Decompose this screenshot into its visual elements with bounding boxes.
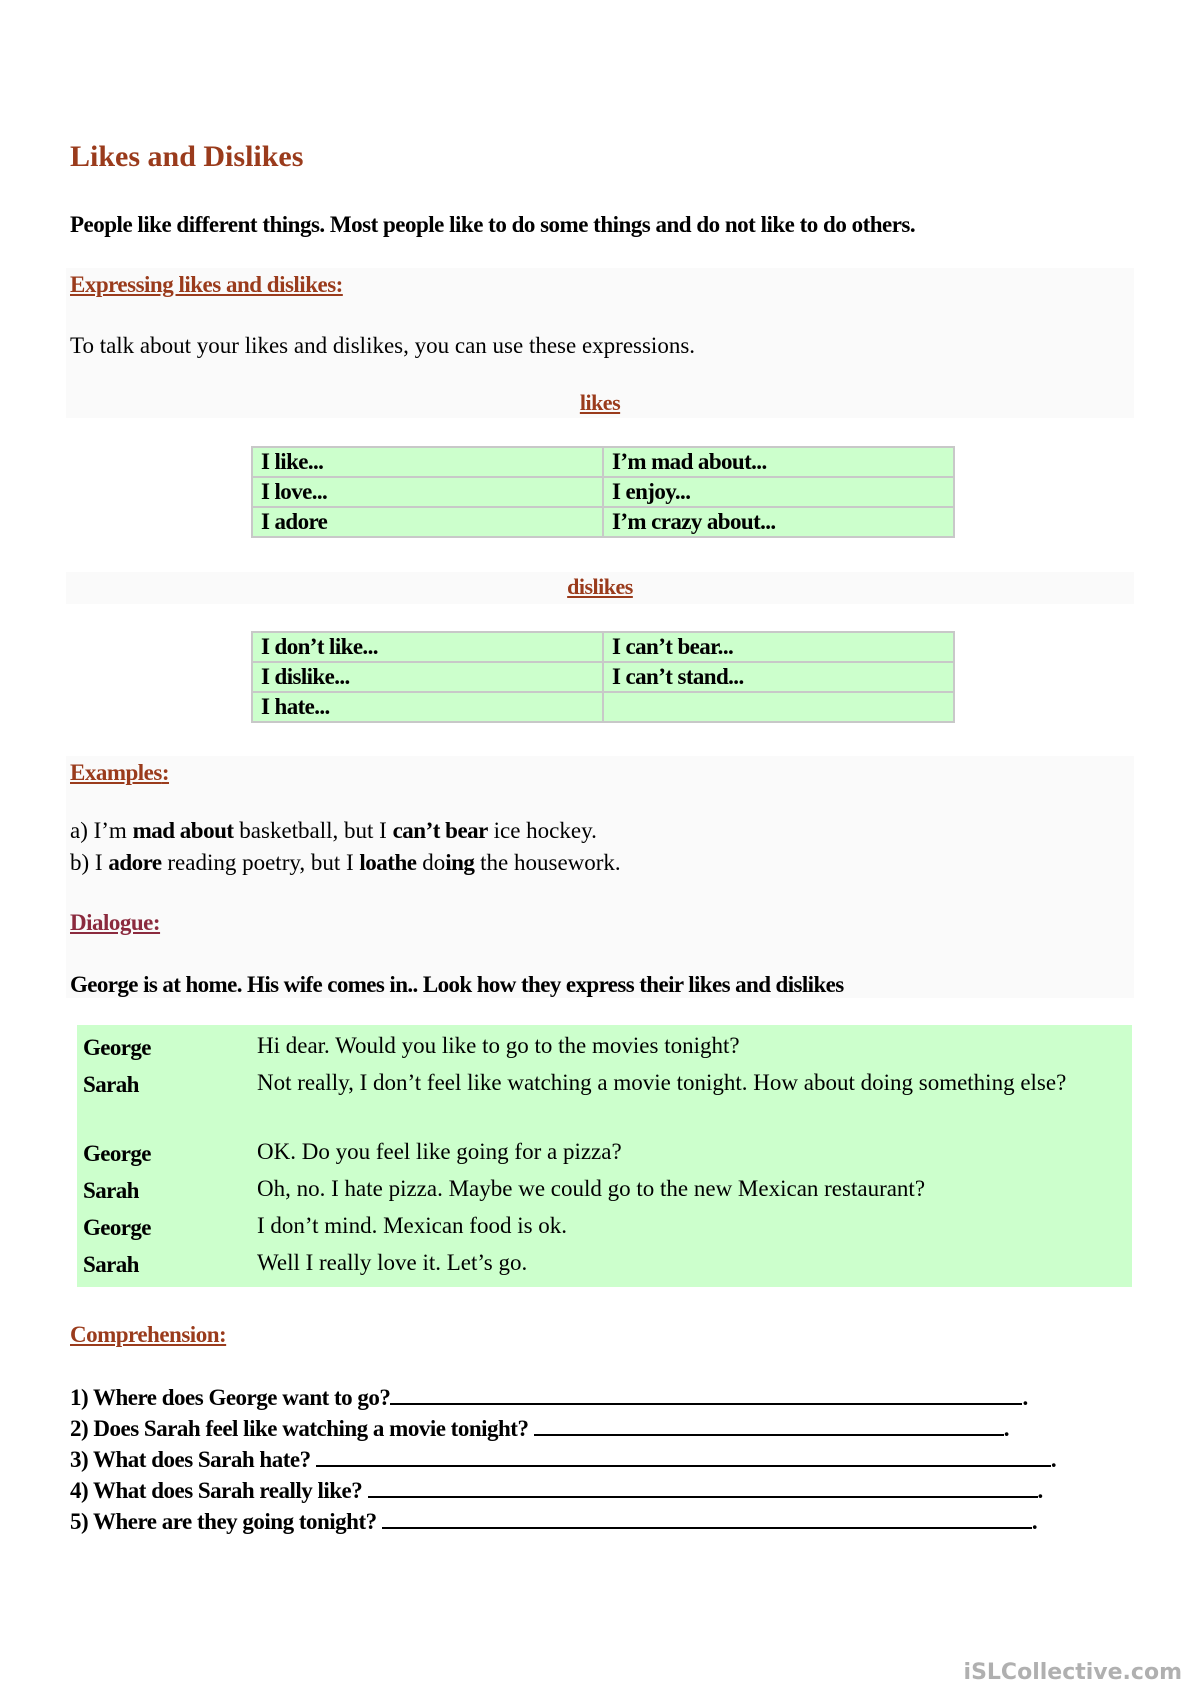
table-row — [252, 477, 954, 507]
question-text: 2) Does Sarah feel like watching a movie tonight? — [70, 1416, 529, 1441]
example-bold: adore — [108, 850, 162, 875]
answer-line[interactable] — [382, 1507, 1032, 1529]
speaker-name: George — [83, 1035, 151, 1060]
question-item: 4) What does Sarah really like? . — [70, 1478, 1043, 1503]
dialogue-line: I don’t mind. Mexican food is ok. — [257, 1213, 568, 1238]
expressing-heading: Expressing likes and dislikes: — [70, 272, 343, 297]
example-text: reading poetry, but I — [161, 850, 360, 875]
speaker-name: George — [83, 1215, 151, 1240]
answer-line[interactable] — [316, 1445, 1051, 1467]
table-cell: I’m crazy about... — [603, 507, 954, 537]
page-title: Likes and Dislikes — [70, 140, 304, 173]
example-a — [70, 815, 621, 847]
example-text: b) I — [70, 850, 109, 875]
table-cell — [603, 692, 954, 722]
dialogue-line: Well I really love it. Let’s go. — [257, 1250, 528, 1275]
answer-line[interactable] — [534, 1414, 1004, 1436]
dislikes-heading: dislikes — [567, 574, 633, 599]
watermark: iSLCollective.com — [963, 1660, 1182, 1685]
question-text: 3) What does Sarah hate? — [70, 1447, 311, 1472]
dialogue-intro: George is at home. His wife comes in.. Look how they express their likes and dislikes — [70, 972, 844, 997]
example-text: the housework. — [474, 850, 621, 875]
question-item: 2) Does Sarah feel like watching a movie tonight? . — [70, 1416, 1009, 1441]
table-cell: I like... — [252, 447, 603, 477]
dialogue-line: OK. Do you feel like going for a pizza? — [257, 1139, 622, 1164]
table-cell: I can’t stand... — [603, 662, 954, 692]
table-cell: I love... — [252, 477, 603, 507]
table-row — [252, 692, 954, 722]
table-row — [252, 447, 954, 477]
comprehension-heading: Comprehension: — [70, 1322, 227, 1347]
table-cell: I enjoy... — [603, 477, 954, 507]
table-row — [252, 632, 954, 662]
dialogue-line: Oh, no. I hate pizza. Maybe we could go to the new Mexican restaurant? — [257, 1176, 926, 1201]
question-text: 4) What does Sarah really like? — [70, 1478, 363, 1503]
speaker-name: Sarah — [83, 1178, 139, 1203]
dialogue-heading: Dialogue: — [70, 910, 161, 935]
question-item: 1) Where does George want to go? . — [70, 1385, 1028, 1410]
table-row — [252, 507, 954, 537]
example-bold: loathe — [359, 850, 417, 875]
example-bold: ing — [445, 850, 475, 875]
table-cell: I don’t like... — [252, 632, 603, 662]
table-cell: I can’t bear... — [603, 632, 954, 662]
dialogue-line: Hi dear. Would you like to go to the movies tonight? — [257, 1033, 740, 1058]
answer-line[interactable] — [368, 1476, 1038, 1498]
intro-text: People like different things. Most people like to do some things and do not like to do others. — [70, 212, 916, 237]
example-text: basketball, but I — [233, 818, 393, 843]
example-text: ice hockey. — [487, 818, 597, 843]
example-b — [70, 847, 621, 879]
table-cell: I’m mad about... — [603, 447, 954, 477]
examples-list — [70, 815, 621, 879]
table-cell: I dislike... — [252, 662, 603, 692]
examples-heading: Examples: — [70, 760, 170, 785]
question-text: 5) Where are they going tonight? — [70, 1509, 377, 1534]
speaker-name: Sarah — [83, 1072, 139, 1097]
comprehension-questions — [70, 1382, 1056, 1537]
example-text: a) I’m — [70, 818, 133, 843]
example-bold: mad about — [132, 818, 234, 843]
question-item: 5) Where are they going tonight? . — [70, 1509, 1038, 1534]
question-item: 3) What does Sarah hate? . — [70, 1447, 1057, 1472]
speaker-name: Sarah — [83, 1252, 139, 1277]
example-text: do — [416, 850, 446, 875]
question-text: 1) Where does George want to go? — [70, 1385, 391, 1410]
table-cell: I hate... — [252, 692, 603, 722]
likes-table — [251, 446, 955, 538]
table-cell: I adore — [252, 507, 603, 537]
example-bold: can’t bear — [392, 818, 488, 843]
dialogue-line: Not really, I don’t feel like watching a movie tonight. How about doing something else? — [257, 1070, 1067, 1095]
likes-heading: likes — [579, 390, 621, 415]
dialogue-box — [77, 1025, 1132, 1287]
speaker-name: George — [83, 1141, 151, 1166]
answer-line[interactable] — [390, 1383, 1022, 1405]
expressing-text: To talk about your likes and dislikes, you can use these expressions. — [70, 333, 696, 358]
dislikes-table — [251, 631, 955, 723]
examples-heading-label: Examples — [70, 760, 162, 785]
table-row — [252, 662, 954, 692]
